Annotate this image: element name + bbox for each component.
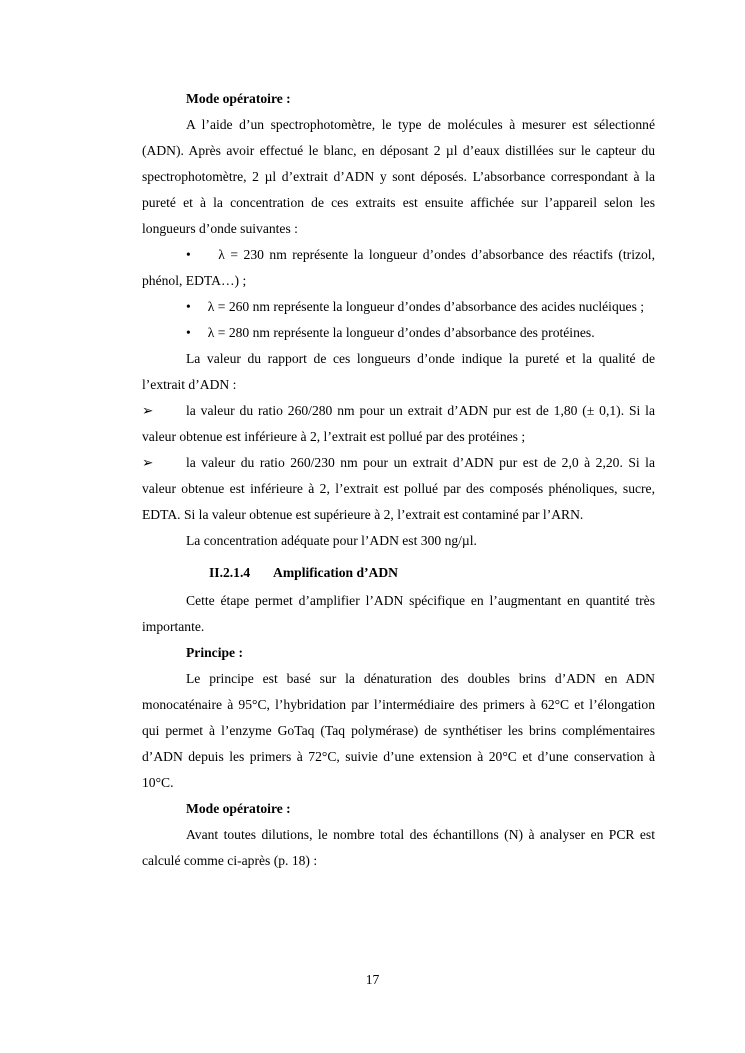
mode-operatoire-heading: Mode opératoire : bbox=[186, 91, 291, 106]
bullet-icon: • bbox=[186, 247, 191, 262]
bullet-item bbox=[142, 294, 655, 320]
arrow-item-text: la valeur du ratio 260/230 nm pour un extrait d’ADN pur est de 2,0 à 2,20. Si la valeur obtenue est inférieure à 2, l’extrait est pollué par des composés phénoliques, sucre, EDTA. Si la valeur obtenue est supérieure à 2, l’extrait est contaminé par l’ARN. bbox=[142, 455, 655, 522]
arrow-item bbox=[142, 398, 655, 450]
bullet-icon: • bbox=[186, 299, 191, 314]
spectro-intro-paragraph: A l’aide d’un spectrophotomètre, le type de molécules à mesurer est sélectionné (ADN). Après avoir effectué le blanc, en déposant 2 µl d’eaux distillées sur le capteur du spectrophotomètre, 2 µl d’extrait d’ADN y sont déposés. L’absorbance correspondant à la pureté et à la concentration de ces extraits est ensuite affichée sur l’appareil selon les longueurs d’onde suivantes : bbox=[142, 117, 655, 236]
ratio-intro-paragraph: La valeur du rapport de ces longueurs d’onde indique la pureté et la qualité de l’extrait d’ADN : bbox=[142, 351, 655, 392]
bullet-text: λ = 230 nm représente la longueur d’ondes d’absorbance des réactifs (trizol, phénol, EDTA…) ; bbox=[142, 247, 655, 288]
mode-operatoire-paragraph: Avant toutes dilutions, le nombre total des échantillons (N) à analyser en PCR est calculé comme ci-après (p. 18) : bbox=[142, 827, 655, 868]
arrow-bullet-icon: ➢ bbox=[142, 403, 154, 418]
arrow-item bbox=[142, 450, 655, 528]
bullet-item bbox=[142, 320, 655, 346]
section-heading bbox=[142, 560, 655, 586]
bullet-text: λ = 260 nm représente la longueur d’ondes d’absorbance des acides nucléiques ; bbox=[207, 299, 645, 314]
bullet-icon: • bbox=[186, 325, 191, 340]
mode-operatoire-heading-2: Mode opératoire : bbox=[186, 801, 291, 816]
arrow-item-text: la valeur du ratio 260/280 nm pour un extrait d’ADN pur est de 1,80 (± 0,1). Si la valeur obtenue est inférieure à 2, l’extrait est pollué par des protéines ; bbox=[142, 403, 655, 444]
arrow-bullet-icon: ➢ bbox=[142, 455, 154, 470]
page-content bbox=[142, 86, 655, 874]
section-title: Amplification d’ADN bbox=[273, 565, 398, 580]
bullet-item bbox=[142, 242, 655, 294]
principe-heading: Principe : bbox=[186, 645, 244, 660]
section-number: II.2.1.4 bbox=[209, 565, 251, 580]
principe-paragraph: Le principe est basé sur la dénaturation des doubles brins d’ADN en ADN monocaténaire à 95°C, l’hybridation par l’intermédiaire des primers à 62°C et l’élongation qui permet à l’enzyme GoTaq (Taq polymérase) de synthétiser les brins complémentaires d’ADN depuis les primers à 72°C, suivie d’une extension à 20°C et d’une conservation à 10°C. bbox=[142, 671, 655, 790]
page-number: 17 bbox=[365, 972, 380, 987]
amplification-intro-paragraph: Cette étape permet d’amplifier l’ADN spécifique en l’augmentant en quantité très importante. bbox=[142, 593, 655, 634]
concentration-paragraph: La concentration adéquate pour l’ADN est 300 ng/µl. bbox=[186, 533, 477, 548]
bullet-text: λ = 280 nm représente la longueur d’ondes d’absorbance des protéines. bbox=[207, 325, 595, 340]
